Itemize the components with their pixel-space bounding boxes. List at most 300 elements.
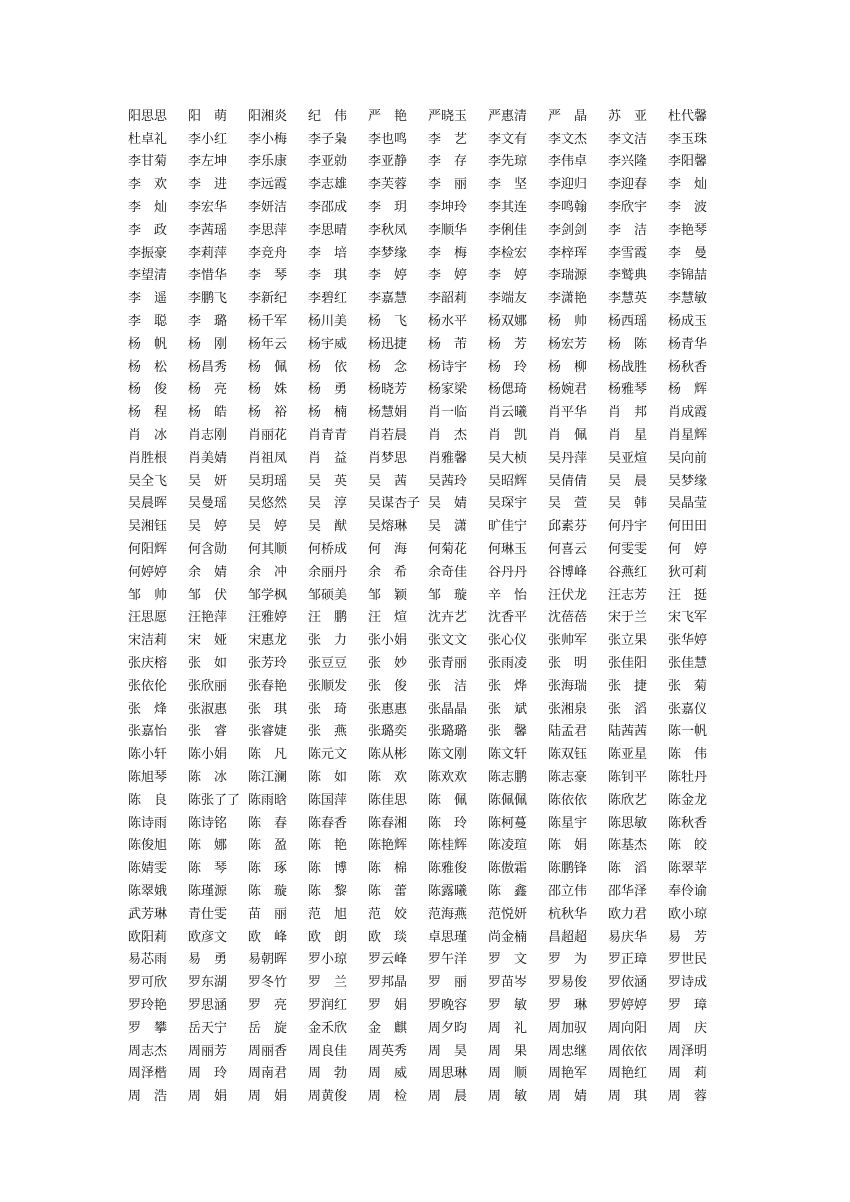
name-cell: 陈婧雯 bbox=[128, 861, 168, 877]
name-cell: 周夕昀 bbox=[428, 1020, 468, 1036]
name-cell: 何阳辉 bbox=[128, 542, 168, 558]
name-row bbox=[128, 513, 728, 536]
name-cell: 罗婷婷 bbox=[608, 997, 648, 1013]
name-cell: 李乐康 bbox=[248, 154, 288, 170]
name-cell: 欧彦文 bbox=[188, 929, 228, 945]
name-cell: 罗 攀 bbox=[128, 1020, 168, 1036]
name-row bbox=[128, 946, 728, 969]
name-cell: 杨川美 bbox=[308, 314, 348, 330]
name-cell: 肖 凯 bbox=[488, 428, 528, 444]
name-cell: 宋于兰 bbox=[608, 610, 648, 626]
name-cell: 余 希 bbox=[368, 564, 408, 580]
name-cell: 李坤玲 bbox=[428, 200, 468, 216]
name-cell: 杨雅琴 bbox=[608, 382, 648, 398]
name-cell: 张 菊 bbox=[668, 678, 708, 694]
name-cell: 李 波 bbox=[668, 200, 708, 216]
name-cell: 吴倩倩 bbox=[548, 473, 588, 489]
name-cell: 陈 滔 bbox=[608, 861, 648, 877]
name-cell: 陈牡丹 bbox=[668, 770, 708, 785]
name-cell: 陆茜茜 bbox=[608, 724, 648, 740]
name-cell: 陈 佩 bbox=[428, 792, 468, 808]
name-cell: 李潇艳 bbox=[548, 291, 588, 307]
name-cell: 沈卉艺 bbox=[428, 610, 468, 626]
name-cell: 肖若晨 bbox=[368, 428, 408, 444]
name-cell: 罗 敏 bbox=[488, 997, 528, 1013]
name-cell: 杨 松 bbox=[128, 359, 168, 375]
name-cell: 罗 兰 bbox=[308, 975, 348, 991]
name-cell: 张欣丽 bbox=[188, 678, 228, 694]
name-cell: 纪 伟 bbox=[308, 108, 348, 124]
name-cell: 汪伏龙 bbox=[548, 587, 588, 603]
name-row bbox=[128, 810, 728, 833]
name-cell: 罗小琼 bbox=[308, 952, 348, 968]
name-cell: 周忠继 bbox=[548, 1043, 588, 1059]
name-row bbox=[128, 992, 728, 1015]
name-cell: 李检宏 bbox=[488, 245, 528, 261]
name-cell: 张 睿 bbox=[188, 724, 228, 740]
name-cell: 肖 冰 bbox=[128, 428, 168, 444]
name-cell: 张璐璐 bbox=[428, 724, 468, 740]
name-cell: 李鸣翰 bbox=[548, 200, 588, 216]
name-cell: 李思萍 bbox=[248, 222, 288, 238]
name-cell: 李伟卓 bbox=[548, 154, 588, 170]
name-cell: 何婷婷 bbox=[128, 564, 168, 580]
name-cell: 严惠清 bbox=[488, 108, 528, 124]
name-cell: 吴 萱 bbox=[548, 496, 588, 512]
name-cell: 何雯雯 bbox=[608, 542, 648, 558]
name-cell: 陈 黎 bbox=[308, 883, 348, 899]
name-cell: 李欣宇 bbox=[608, 200, 648, 216]
name-cell: 肖一临 bbox=[428, 405, 468, 421]
name-cell: 阳思思 bbox=[128, 108, 168, 124]
name-cell: 何 婷 bbox=[668, 542, 708, 558]
name-cell: 李文洁 bbox=[608, 131, 648, 147]
name-cell: 何 海 bbox=[368, 542, 408, 558]
name-cell: 张佳阳 bbox=[608, 656, 648, 672]
name-cell: 张 烨 bbox=[488, 678, 528, 694]
name-cell: 张淑惠 bbox=[188, 701, 228, 717]
name-cell: 李 璐 bbox=[188, 314, 228, 330]
name-cell: 陈一帆 bbox=[668, 724, 708, 740]
name-cell: 李迎归 bbox=[548, 177, 588, 193]
name-cell: 张青丽 bbox=[428, 656, 468, 672]
name-cell: 周 昊 bbox=[428, 1043, 468, 1059]
name-cell: 陈佩佩 bbox=[488, 792, 528, 808]
name-cell: 李芙蓉 bbox=[368, 177, 408, 193]
name-cell: 杨 楠 bbox=[308, 405, 348, 421]
name-row bbox=[128, 855, 728, 878]
name-cell: 李 政 bbox=[128, 222, 168, 238]
name-cell: 杨晓芳 bbox=[368, 382, 408, 398]
name-cell: 杨 勇 bbox=[308, 382, 348, 398]
name-cell: 陈文刚 bbox=[428, 747, 468, 763]
name-cell: 陈志豪 bbox=[548, 770, 588, 785]
name-cell: 杨 芳 bbox=[488, 336, 528, 352]
name-cell: 欧小琼 bbox=[668, 906, 708, 922]
name-row bbox=[128, 1083, 728, 1106]
name-cell: 李妍洁 bbox=[248, 200, 288, 216]
name-cell: 陈金龙 bbox=[668, 792, 708, 808]
name-cell: 陈星宇 bbox=[548, 815, 588, 831]
name-cell: 杭秋华 bbox=[548, 906, 588, 922]
name-cell: 李 玥 bbox=[368, 200, 408, 216]
name-cell: 欧 朗 bbox=[308, 929, 348, 945]
name-cell: 罗 璋 bbox=[668, 997, 708, 1013]
name-cell: 肖丽花 bbox=[248, 428, 288, 444]
name-cell: 张 馨 bbox=[488, 724, 528, 740]
name-row bbox=[128, 833, 728, 856]
name-cell: 吴玥瑶 bbox=[248, 473, 288, 489]
name-cell: 周艳军 bbox=[548, 1066, 588, 1082]
name-cell: 陈 琢 bbox=[248, 861, 288, 877]
name-cell: 罗午洋 bbox=[428, 952, 468, 968]
name-cell: 李也鸣 bbox=[368, 131, 408, 147]
name-cell: 何菊花 bbox=[428, 542, 468, 558]
name-cell: 肖 佩 bbox=[548, 428, 588, 444]
name-cell: 周英秀 bbox=[368, 1043, 408, 1059]
name-cell: 陈露曦 bbox=[428, 883, 468, 899]
name-cell: 李惜华 bbox=[188, 268, 228, 284]
name-cell: 杨 亮 bbox=[188, 382, 228, 398]
name-cell: 易朝晖 bbox=[248, 952, 288, 968]
name-cell: 昌超超 bbox=[548, 929, 588, 945]
name-cell: 陈 伟 bbox=[668, 747, 708, 763]
name-cell: 罗云峰 bbox=[368, 952, 408, 968]
name-cell: 吴 茜 bbox=[368, 473, 408, 489]
name-cell: 肖胜根 bbox=[128, 450, 168, 466]
name-cell: 汪思愿 bbox=[128, 610, 168, 626]
name-cell: 尚金楠 bbox=[488, 929, 528, 945]
name-cell: 周 勃 bbox=[308, 1066, 348, 1082]
name-cell: 谷燕红 bbox=[608, 564, 648, 580]
name-cell: 卓思瑾 bbox=[428, 929, 468, 945]
name-cell: 杨年云 bbox=[248, 336, 288, 352]
name-cell: 杨秋香 bbox=[668, 359, 708, 375]
name-cell: 周 蓉 bbox=[668, 1089, 708, 1105]
name-cell: 陈 凡 bbox=[248, 747, 288, 763]
name-cell: 肖 益 bbox=[308, 450, 348, 466]
name-cell: 陈桂辉 bbox=[428, 838, 468, 854]
name-row bbox=[128, 1038, 728, 1061]
name-cell: 陈文轩 bbox=[488, 747, 528, 763]
name-cell: 陈 欢 bbox=[368, 770, 408, 785]
name-cell: 张 俊 bbox=[368, 678, 408, 694]
name-cell: 吴曼瑶 bbox=[188, 496, 228, 512]
name-cell: 陈傲霜 bbox=[488, 861, 528, 877]
name-cell: 陈 冰 bbox=[188, 770, 228, 785]
name-cell: 罗 为 bbox=[548, 952, 588, 968]
name-cell: 杨 依 bbox=[308, 359, 348, 375]
name-cell: 范 姣 bbox=[368, 906, 408, 922]
name-cell: 陈 棉 bbox=[368, 861, 408, 877]
name-cell: 李振豪 bbox=[128, 245, 168, 261]
name-cell: 李小梅 bbox=[248, 131, 288, 147]
name-cell: 张惠惠 bbox=[368, 701, 408, 717]
name-cell: 李韶莉 bbox=[428, 291, 468, 307]
name-cell: 李顺华 bbox=[428, 222, 468, 238]
name-cell: 周思琳 bbox=[428, 1066, 468, 1082]
name-cell: 周 娟 bbox=[188, 1089, 228, 1105]
name-cell: 易庆华 bbox=[608, 929, 648, 945]
name-cell: 李锦喆 bbox=[668, 268, 708, 284]
name-cell: 罗 文 bbox=[488, 952, 528, 968]
name-cell: 杨 玲 bbox=[488, 359, 528, 375]
name-cell: 周 庆 bbox=[668, 1020, 708, 1036]
name-cell: 邱素芬 bbox=[548, 519, 588, 535]
name-cell: 周 娟 bbox=[248, 1089, 288, 1105]
name-cell: 吴悠然 bbox=[248, 496, 288, 512]
name-cell: 李玉珠 bbox=[668, 131, 708, 147]
name-cell: 李鹏飞 bbox=[188, 291, 228, 307]
name-cell: 罗诗成 bbox=[668, 975, 708, 991]
name-row bbox=[128, 171, 728, 194]
name-cell: 张嘉怡 bbox=[128, 724, 168, 740]
name-row bbox=[128, 331, 728, 354]
name-cell: 李 琴 bbox=[248, 268, 288, 284]
name-cell: 杨 姝 bbox=[248, 382, 288, 398]
name-cell: 陈张了了 bbox=[188, 792, 241, 808]
name-row bbox=[128, 559, 728, 582]
name-cell: 杨 佩 bbox=[248, 359, 288, 375]
name-cell: 肖梦思 bbox=[368, 450, 408, 466]
name-cell: 周 顺 bbox=[488, 1066, 528, 1082]
name-cell: 肖 星 bbox=[608, 428, 648, 444]
name-cell: 陈翠娥 bbox=[128, 883, 168, 899]
name-cell: 杨西瑶 bbox=[608, 314, 648, 330]
name-cell: 李子枭 bbox=[308, 131, 348, 147]
name-cell: 李梓珲 bbox=[548, 245, 588, 261]
name-cell: 李望清 bbox=[128, 268, 168, 284]
name-cell: 吴谋杏子 bbox=[368, 496, 421, 512]
name-row bbox=[128, 719, 728, 742]
name-cell: 吴 妍 bbox=[188, 473, 228, 489]
name-cell: 周 礼 bbox=[488, 1020, 528, 1036]
name-cell: 吴昭辉 bbox=[488, 473, 528, 489]
name-cell: 李 聪 bbox=[128, 314, 168, 330]
name-cell: 张 滔 bbox=[608, 701, 648, 717]
name-cell: 陈诗铭 bbox=[188, 815, 228, 831]
name-cell: 杨婉君 bbox=[548, 382, 588, 398]
name-cell: 周 检 bbox=[368, 1089, 408, 1105]
name-cell: 吴晶莹 bbox=[668, 496, 708, 512]
name-cell: 邹 帅 bbox=[128, 587, 168, 603]
name-cell: 张佳慧 bbox=[668, 656, 708, 672]
name-cell: 吴丹萍 bbox=[548, 450, 588, 466]
name-cell: 吴熔琳 bbox=[368, 519, 408, 535]
name-cell: 李 灿 bbox=[668, 177, 708, 193]
name-cell: 易 芳 bbox=[668, 929, 708, 945]
name-cell: 邹 璇 bbox=[428, 587, 468, 603]
name-cell: 汪志芳 bbox=[608, 587, 648, 603]
name-cell: 杨 陈 bbox=[608, 336, 648, 352]
name-cell: 周 玲 bbox=[188, 1066, 228, 1082]
name-row bbox=[128, 491, 728, 514]
name-cell: 李 艺 bbox=[428, 131, 468, 147]
name-list-grid bbox=[128, 103, 728, 1106]
name-cell: 宋飞军 bbox=[668, 610, 708, 626]
name-cell: 吴 婧 bbox=[428, 496, 468, 512]
name-cell: 杨千军 bbox=[248, 314, 288, 330]
name-cell: 李 曼 bbox=[668, 245, 708, 261]
name-cell: 杨青华 bbox=[668, 336, 708, 352]
name-cell: 张文文 bbox=[428, 633, 468, 649]
name-cell: 余 婧 bbox=[188, 564, 228, 580]
name-cell: 李文杰 bbox=[548, 131, 588, 147]
name-cell: 沈蓓蓓 bbox=[548, 610, 588, 626]
name-cell: 李文有 bbox=[488, 131, 528, 147]
name-row bbox=[128, 194, 728, 217]
name-row bbox=[128, 582, 728, 605]
name-row bbox=[128, 673, 728, 696]
name-row bbox=[128, 536, 728, 559]
name-cell: 苏 亚 bbox=[608, 108, 648, 124]
name-cell: 李思晴 bbox=[308, 222, 348, 238]
name-cell: 周 果 bbox=[488, 1043, 528, 1059]
name-cell: 谷丹丹 bbox=[488, 564, 528, 580]
name-row bbox=[128, 149, 728, 172]
name-cell: 陈凌瑄 bbox=[488, 838, 528, 854]
name-cell: 陈 玲 bbox=[428, 815, 468, 831]
name-cell: 李 婷 bbox=[428, 268, 468, 284]
name-cell: 杨 芾 bbox=[428, 336, 468, 352]
name-cell: 李茜瑶 bbox=[188, 222, 228, 238]
name-row bbox=[128, 741, 728, 764]
name-cell: 张芳玲 bbox=[248, 656, 288, 672]
name-cell: 肖美婧 bbox=[188, 450, 228, 466]
name-cell: 李慧敏 bbox=[668, 291, 708, 307]
name-cell: 肖青青 bbox=[308, 428, 348, 444]
name-cell: 陈 博 bbox=[308, 861, 348, 877]
name-cell: 周 威 bbox=[368, 1066, 408, 1082]
name-cell: 周志杰 bbox=[128, 1043, 168, 1059]
name-row bbox=[128, 285, 728, 308]
name-cell: 吴 婷 bbox=[248, 519, 288, 535]
name-cell: 罗苗岑 bbox=[488, 975, 528, 991]
name-cell: 辛 怡 bbox=[488, 587, 528, 603]
name-row bbox=[128, 627, 728, 650]
name-cell: 陈 良 bbox=[128, 792, 168, 808]
name-cell: 杨 柳 bbox=[548, 359, 588, 375]
name-cell: 陈雨晗 bbox=[248, 792, 288, 808]
name-cell: 张华婷 bbox=[668, 633, 708, 649]
name-cell: 李志雄 bbox=[308, 177, 348, 193]
name-cell: 陈春湘 bbox=[368, 815, 408, 831]
name-row bbox=[128, 377, 728, 400]
name-cell: 张璐奕 bbox=[368, 724, 408, 740]
name-cell: 杨 帅 bbox=[548, 314, 588, 330]
name-cell: 陈 琴 bbox=[188, 861, 228, 877]
name-cell: 李其连 bbox=[488, 200, 528, 216]
name-cell: 李 欢 bbox=[128, 177, 168, 193]
name-row bbox=[128, 878, 728, 901]
name-cell: 周丽香 bbox=[248, 1043, 288, 1059]
name-cell: 罗依涵 bbox=[608, 975, 648, 991]
name-cell: 李迎春 bbox=[608, 177, 648, 193]
name-row bbox=[128, 1060, 728, 1083]
name-cell: 张睿婕 bbox=[248, 724, 288, 740]
name-cell: 周丽芳 bbox=[188, 1043, 228, 1059]
name-cell: 周加驭 bbox=[548, 1020, 588, 1036]
name-cell: 肖 邦 bbox=[608, 405, 648, 421]
name-cell: 奉伶谕 bbox=[668, 883, 708, 899]
name-cell: 张顺发 bbox=[308, 678, 348, 694]
name-cell: 汪 煊 bbox=[368, 610, 408, 626]
name-cell: 金 麒 bbox=[368, 1020, 408, 1036]
name-cell: 杨 辉 bbox=[668, 382, 708, 398]
name-cell: 邵立伟 bbox=[548, 883, 588, 899]
name-cell: 李甘菊 bbox=[128, 154, 168, 170]
name-cell: 杨家梁 bbox=[428, 382, 468, 398]
name-cell: 杨宇威 bbox=[308, 336, 348, 352]
name-cell: 张依伦 bbox=[128, 678, 168, 694]
name-row bbox=[128, 399, 728, 422]
name-cell: 宋 娅 bbox=[188, 633, 228, 649]
name-cell: 吴琛宇 bbox=[488, 496, 528, 512]
name-cell: 周黄俊 bbox=[308, 1089, 348, 1105]
name-cell: 李 婷 bbox=[488, 268, 528, 284]
name-cell: 吴 韩 bbox=[608, 496, 648, 512]
name-cell: 罗邦晶 bbox=[368, 975, 408, 991]
name-cell: 罗 琳 bbox=[548, 997, 588, 1013]
name-cell: 汪雅婷 bbox=[248, 610, 288, 626]
name-cell: 岳天宁 bbox=[188, 1020, 228, 1036]
name-cell: 吴 潇 bbox=[428, 519, 468, 535]
name-cell: 罗可欣 bbox=[128, 975, 168, 991]
name-cell: 李先琼 bbox=[488, 154, 528, 170]
name-cell: 李 进 bbox=[188, 177, 228, 193]
name-row bbox=[128, 422, 728, 445]
name-cell: 狄可莉 bbox=[668, 564, 708, 580]
name-cell: 陈翠苹 bbox=[668, 861, 708, 877]
name-cell: 苗 丽 bbox=[248, 906, 288, 922]
name-cell: 陈 娟 bbox=[548, 838, 588, 854]
name-cell: 李左坤 bbox=[188, 154, 228, 170]
name-cell: 周 莉 bbox=[668, 1066, 708, 1082]
name-cell: 李竞舟 bbox=[248, 245, 288, 261]
name-cell: 汪 鹏 bbox=[308, 610, 348, 626]
name-cell: 陈思敏 bbox=[608, 815, 648, 831]
name-cell: 周向阳 bbox=[608, 1020, 648, 1036]
name-cell: 易芯雨 bbox=[128, 952, 168, 968]
name-cell: 李亚勍 bbox=[308, 154, 348, 170]
name-cell: 张帅军 bbox=[548, 633, 588, 649]
name-cell: 汪 挺 bbox=[668, 587, 708, 603]
name-row bbox=[128, 901, 728, 924]
name-cell: 罗正璋 bbox=[608, 952, 648, 968]
name-row bbox=[128, 696, 728, 719]
name-cell: 欧 琰 bbox=[368, 929, 408, 945]
name-cell: 李艳琴 bbox=[668, 222, 708, 238]
name-cell: 陈 春 bbox=[248, 815, 288, 831]
name-row bbox=[128, 217, 728, 240]
name-cell: 罗世民 bbox=[668, 952, 708, 968]
name-cell: 李邵成 bbox=[308, 200, 348, 216]
name-cell: 陈 艳 bbox=[308, 838, 348, 854]
name-cell: 陈鹏锋 bbox=[548, 861, 588, 877]
name-cell: 杨双娜 bbox=[488, 314, 528, 330]
name-cell: 李端友 bbox=[488, 291, 528, 307]
name-cell: 旷佳宁 bbox=[488, 519, 528, 535]
name-cell: 杨 飞 bbox=[368, 314, 408, 330]
name-cell: 沈香平 bbox=[488, 610, 528, 626]
name-cell: 陈元文 bbox=[308, 747, 348, 763]
name-row bbox=[128, 924, 728, 947]
name-cell: 肖平华 bbox=[548, 405, 588, 421]
name-row bbox=[128, 764, 728, 787]
name-cell: 欧力君 bbox=[608, 906, 648, 922]
name-cell: 罗 亮 bbox=[248, 997, 288, 1013]
name-cell: 张 洁 bbox=[428, 678, 468, 694]
